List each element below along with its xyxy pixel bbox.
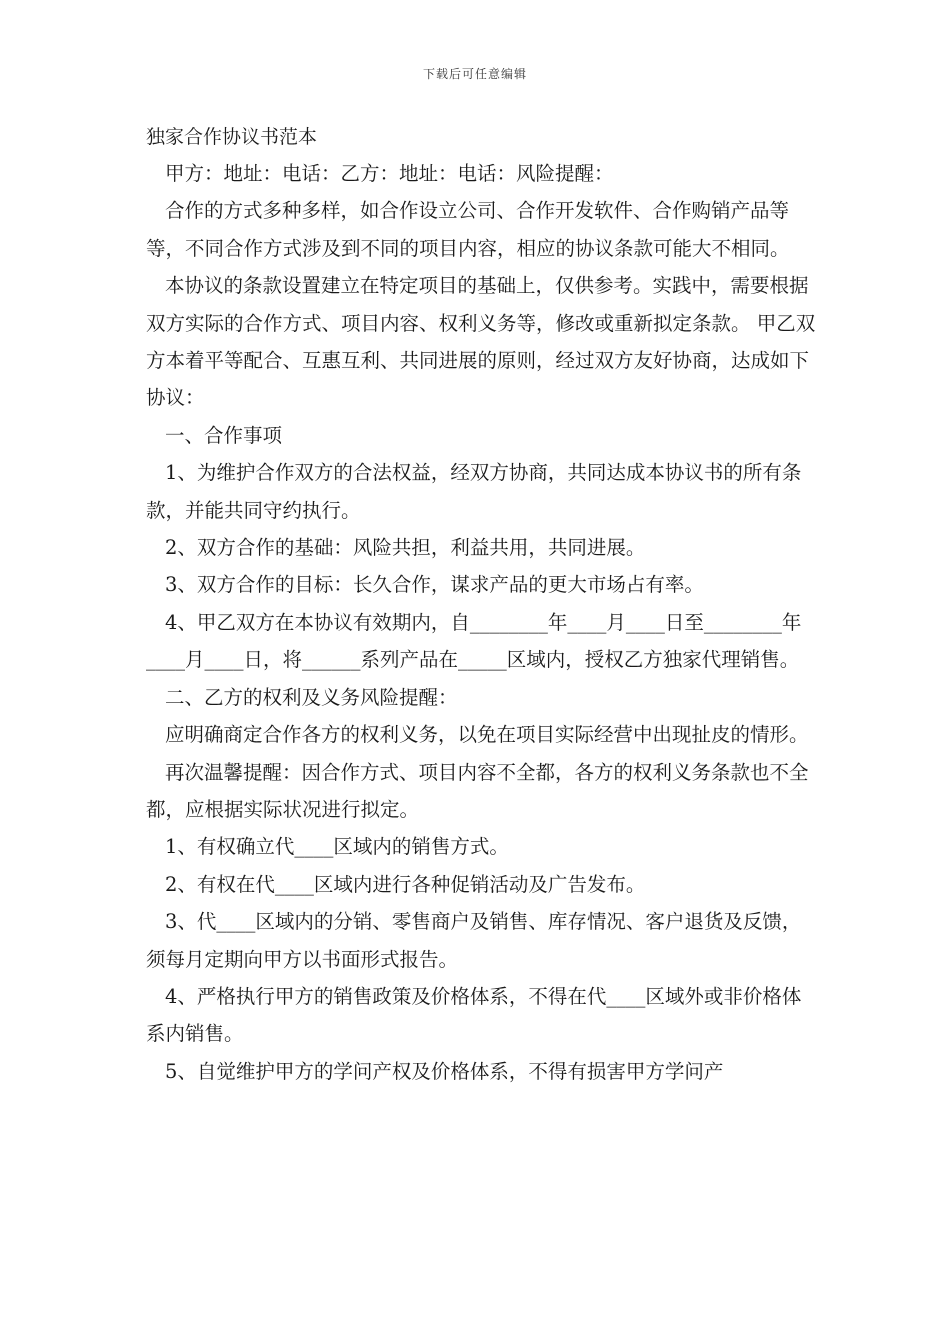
section-heading: 一、合作事项 (165, 423, 283, 447)
clause: 3、双方合作的目标：长久合作，谋求产品的更大市场占有率。 (165, 573, 704, 597)
clause: 3、代____区域内的分销、零售商户及销售、库存情况、客户退货及反馈，须每月定期向甲方以书面形式报告。 (146, 910, 802, 971)
paragraph: 应明确商定合作各方的权利义务，以免在项目实际经营中出现扯皮的情形。 (165, 723, 809, 747)
clause: 2、有权在代____区域内进行各种促销活动及广告发布。 (165, 872, 646, 896)
clause: 1、为维护合作双方的合法权益，经双方协商，共同达成本协议书的所有条款，并能共同守约执行。 (146, 461, 802, 522)
section-heading: 二、乙方的权利及义务风险提醒： (165, 685, 458, 709)
paragraph: 本协议的条款设置建立在特定项目的基础上，仅供参考。实践中，需要根据双方实际的合作方式、项目内容、权利义务等，修改或重新拟定条款。 甲乙双方本着平等配合、互惠互利、共同进展的原则，经过双方友好协商，达成如下协议： (146, 274, 816, 410)
document-body (146, 155, 818, 1090)
clause: 5、自觉维护甲方的学问产权及价格体系，不得有损害甲方学问产 (165, 1059, 724, 1083)
clause: 4、严格执行甲方的销售政策及价格体系，不得在代____区域外或非价格体系内销售。 (146, 984, 802, 1046)
paragraph: 合作的方式多种多样，如合作设立公司、合作开发软件、合作购销产品等等，不同合作方式涉及到不同的项目内容，相应的协议条款可能大不相同。 (146, 199, 790, 260)
document-title: 独家合作协议书范本 (146, 126, 318, 148)
page-header-note: 下载后可任意编辑 (422, 67, 527, 81)
paragraph-parties: 甲方：地址：电话：乙方：地址：电话：风险提醒： (165, 162, 614, 185)
paragraph: 再次温馨提醒：因合作方式、项目内容不全都，各方的权利义务条款也不全都，应根据实际状况进行拟定。 (146, 760, 809, 821)
clause: 4、甲乙双方在本协议有效期内，自________年____月____日至________年____月____日，将______系列产品在_____区域内，授权乙方独家代理销售。 (146, 610, 802, 672)
clause: 2、双方合作的基础：风险共担，利益共用，共同进展。 (165, 536, 646, 560)
clause: 1、有权确立代____区域内的销售方式。 (165, 835, 509, 859)
